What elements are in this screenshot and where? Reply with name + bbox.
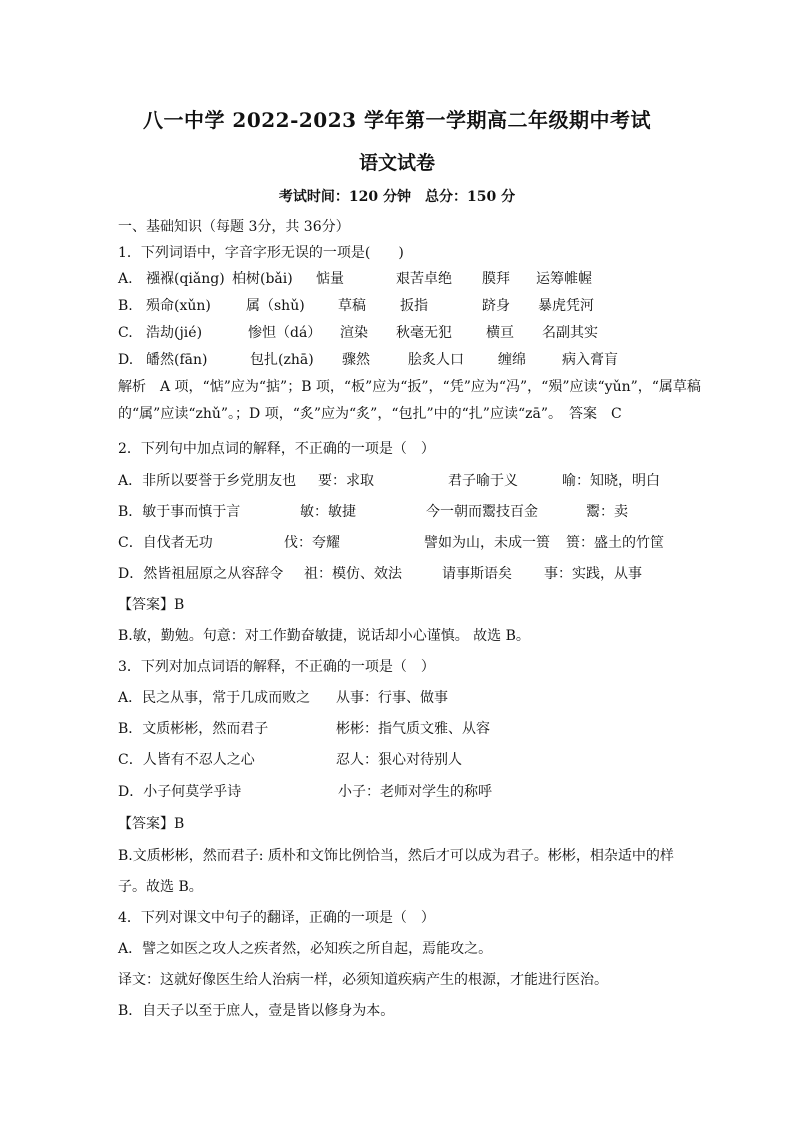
question-4-translation-a: 译文：这就好像医生给人治病一样，必须知道疾病产生的根源，才能进行医治。 — [118, 972, 608, 988]
option-term: 跻身 — [482, 298, 510, 314]
option-gloss: 彬彬：指气质文雅、从容 — [336, 721, 490, 737]
question-1-option-a — [118, 270, 638, 288]
option-gloss: 篑：盛土的竹筐 — [566, 535, 664, 551]
question-4-option-a: A．譬之如医之攻人之疾者然，必知疾之所自起，焉能攻之。 — [118, 941, 493, 957]
option-term: 运筹帷幄 — [536, 271, 592, 287]
option-term: 包扎(zhā) — [250, 352, 314, 368]
question-3-option-a — [118, 689, 538, 707]
option-term: 草稿 — [338, 298, 366, 314]
question-1-option-b — [118, 297, 638, 315]
question-3-stem: 3．下列对加点词语的解释，不正确的一项是（ ） — [118, 659, 435, 675]
option-gloss: 敏：敏捷 — [300, 504, 356, 520]
option-gloss: 伐：夸耀 — [284, 535, 340, 551]
option-letter: B. — [118, 298, 133, 314]
option-term: 横亘 — [486, 325, 514, 341]
option-gloss: 要：求取 — [318, 473, 374, 489]
option-letter: C. — [118, 325, 133, 341]
question-4-option-b: B．自天子以至于庶人，壹是皆以修身为本。 — [118, 1003, 395, 1019]
option-sentence: 譬如为山，未成一篑 — [424, 535, 550, 551]
option-term: 扳指 — [400, 298, 428, 314]
question-3-explanation-cont: 子。故选 B。 — [118, 879, 203, 895]
option-term: 惨怛（dá） — [248, 325, 322, 341]
option-term: 病入膏肓 — [562, 352, 618, 368]
question-3-option-b — [118, 720, 538, 738]
option-term: 殒命(xǔn) — [146, 298, 211, 314]
option-term: 名副其实 — [542, 325, 598, 341]
question-2-option-b — [118, 503, 678, 521]
option-letter: D. — [118, 352, 134, 368]
option-term: 骤然 — [342, 352, 370, 368]
option-term: 艰苦卓绝 — [396, 271, 452, 287]
question-3-option-d — [118, 783, 538, 801]
option-term: 渲染 — [340, 325, 368, 341]
option-term: 脍炙人口 — [408, 352, 464, 368]
question-2-answer: 【答案】B — [118, 597, 185, 613]
question-2-option-d — [118, 565, 678, 583]
question-3-explanation: B.文质彬彬，然而君子: 质朴和文饰比例恰当，然后才可以成为君子。彬彬，相杂适中的样 — [118, 848, 674, 864]
option-gloss: 喻：知晓，明白 — [562, 473, 660, 489]
option-sentence: B．敏于事而慎于言 — [118, 504, 241, 520]
option-sentence: 君子喻于义 — [448, 473, 518, 489]
option-term: 皤然(fān) — [146, 352, 208, 368]
option-term: 浩劫(jié) — [146, 325, 203, 341]
option-sentence: A．非所以要誉于乡党朋友也 — [118, 473, 297, 489]
option-gloss: 祖：模仿、效法 — [304, 566, 402, 582]
exam-info: 考试时间：120 分钟 总分：150 分 — [278, 189, 516, 205]
question-1-option-c — [118, 324, 638, 342]
option-term: 襁褓(qiǎng) — [146, 271, 225, 287]
option-sentence: B．文质彬彬，然而君子 — [118, 721, 269, 737]
option-sentence: C．人皆有不忍人之心 — [118, 752, 255, 768]
option-term: 膜拜 — [482, 271, 510, 287]
option-sentence: 请事斯语矣 — [442, 566, 512, 582]
option-gloss: 忍人：狠心对待别人 — [336, 752, 462, 768]
exam-title: 八一中学 2022-2023 学年第一学期高二年级期中考试 — [142, 108, 652, 132]
option-sentence: C．自伐者无功 — [118, 535, 213, 551]
exam-subtitle: 语文试卷 — [358, 152, 435, 174]
option-sentence: A．民之从事，常于几成而败之 — [118, 690, 311, 706]
option-term: 缠绵 — [498, 352, 526, 368]
question-2-option-a — [118, 472, 678, 490]
option-gloss: 小子：老师对学生的称呼 — [338, 784, 492, 800]
option-sentence: D．小子何莫学乎诗 — [118, 784, 242, 800]
option-sentence: 今一朝而鬻技百金 — [426, 504, 538, 520]
question-4-stem: 4．下列对课文中句子的翻译，正确的一项是（ ） — [118, 910, 435, 926]
option-letter: A. — [118, 271, 133, 287]
option-term: 秋毫无犯 — [396, 325, 452, 341]
question-2-stem: 2．下列句中加点词的解释，不正确的一项是（ ） — [118, 441, 435, 457]
question-1-analysis: 解析 A 项，“惦”应为“掂”；B 项，“板”应为“扳”，“凭”应为“冯”，“殒”应读“yǔn”，“属草稿 — [118, 379, 701, 395]
option-sentence: D．然皆祖屈原之从容辞令 — [118, 566, 284, 582]
question-3-answer: 【答案】B — [118, 816, 185, 832]
question-3-option-c — [118, 751, 538, 769]
option-term: 惦量 — [316, 271, 344, 287]
option-term: 属（shǔ) — [246, 298, 305, 314]
option-term: 柏树(bǎi) — [232, 271, 293, 287]
question-1-option-d — [118, 351, 638, 369]
option-gloss: 从事：行事、做事 — [336, 690, 448, 706]
question-1-stem: 1．下列词语中，字音字形无误的一项是( ) — [118, 245, 404, 261]
option-gloss: 事：实践，从事 — [544, 566, 642, 582]
question-2-option-c — [118, 534, 678, 552]
section-heading: 一、基础知识（每题 3分，共 36分） — [118, 219, 350, 235]
question-2-explanation: B.敏，勤勉。句意：对工作勤奋敏捷，说话却小心谨慎。 故选 B。 — [118, 628, 530, 644]
option-term: 暴虎凭河 — [538, 298, 594, 314]
option-gloss: 鬻：卖 — [586, 504, 628, 520]
question-1-analysis-cont: 的“属”应读“zhǔ”。；D 项，“炙”应为“炙”，“包扎”中的“扎”应读“zā”。 答案 C — [118, 406, 622, 422]
